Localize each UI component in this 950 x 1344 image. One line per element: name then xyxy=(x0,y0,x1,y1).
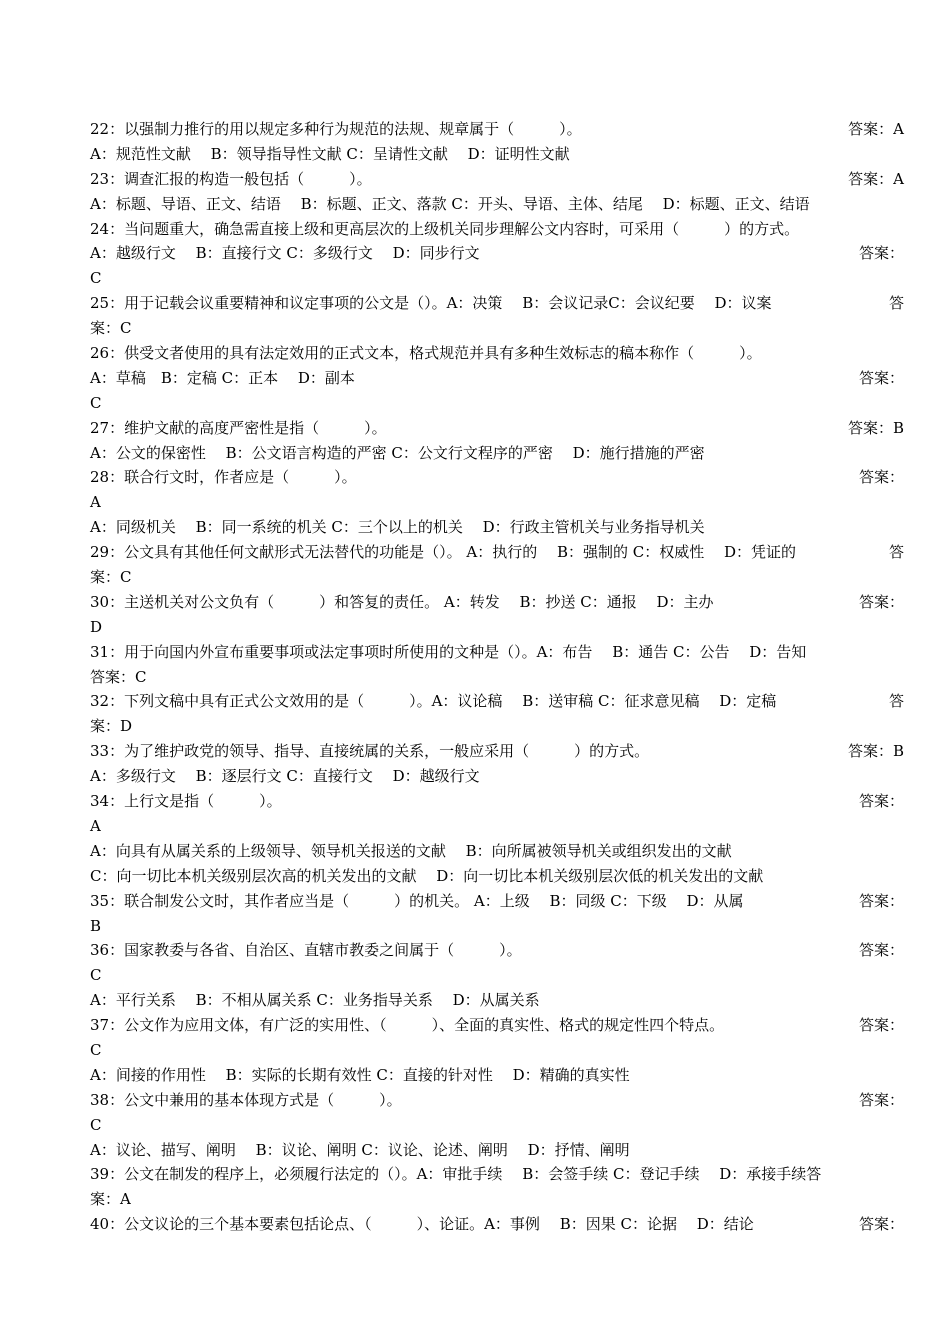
text-line: A：公文的保密性 B：公文语言构造的严密 C：公文行文程序的严密 D：施行措施的严密 xyxy=(90,443,705,462)
answer-label: 答案： xyxy=(858,592,904,611)
question-text: 23：调查汇报的构造一般包括（ ）。 xyxy=(90,169,372,188)
text-line: A：间接的作用性 B：实际的长期有效性 C：直接的针对性 D：精确的真实性 xyxy=(90,1065,630,1084)
question-line xyxy=(90,117,904,142)
question-line xyxy=(90,739,904,764)
text-line: C xyxy=(90,966,102,985)
question-line xyxy=(90,1088,904,1113)
text-line: C xyxy=(90,1040,102,1059)
question-line xyxy=(90,465,904,490)
text-line: C xyxy=(90,269,102,288)
text-line: 26：供受文者使用的具有法定效用的正式文本，格式规范并具有多种生效标志的稿本称作（ ）。 xyxy=(90,344,762,363)
text-line: B xyxy=(90,916,102,935)
text-line: 案：A xyxy=(90,1190,131,1209)
text-line: A：多级行文 B：逐层行文 C：直接行文 D：越级行文 xyxy=(90,767,480,786)
question-text: 37：公文作为应用文体，有广泛的实用性、（ ）、全面的真实性、格式的规定性四个特点。 xyxy=(90,1016,725,1035)
question-text: 31：用于向国内外宣布重要事项或法定事项时所使用的文种是（）。A：布告 B：通告 C：公告 D：告知 xyxy=(90,642,807,661)
text-line: C xyxy=(90,393,102,412)
question-text: 22：以强制力推行的用以规定多种行为规范的法规、规章属于（ ）。 xyxy=(90,120,582,138)
question-line xyxy=(90,366,904,391)
answer-label: 答案： xyxy=(858,1016,904,1035)
question-line xyxy=(90,1212,904,1237)
answer-label: 答 xyxy=(888,543,904,562)
question-line xyxy=(90,590,904,615)
question-text: 34：上行文是指（ ）。 xyxy=(90,792,282,811)
text-line: 案：D xyxy=(90,717,133,736)
text-line: C xyxy=(90,1115,102,1134)
text-line: A：规范性文献 B：领导指导性文献 C：呈请性文献 D：证明性文献 xyxy=(90,144,570,163)
question-text: A：越级行文 B：直接行文 C：多级行文 D：同步行文 xyxy=(90,244,480,263)
question-text: 30：主送机关对公文负有（ ）和答复的责任。 A：转发 B：抄送 C：通报 D：主办 xyxy=(90,592,714,611)
answer-label: 答案： xyxy=(858,941,904,960)
answer-label: 答案：B xyxy=(847,742,904,761)
text-line: A：议论、描写、阐明 B：议论、阐明 C：议论、论述、阐明 D：抒情、阐明 xyxy=(90,1140,630,1159)
answer-label: 答案： xyxy=(858,1215,904,1234)
answer-label: 答案： xyxy=(858,468,904,487)
question-text: 40：公文议论的三个基本要素包括论点、（ ）、论证。A：事例 B：因果 C：论据 D：结论 xyxy=(90,1215,754,1234)
question-text: 38：公文中兼用的基本体现方式是（ ）。 xyxy=(90,1090,402,1109)
text-line: 24：当问题重大，确急需直接上级和更高层次的上级机关同步理解公文内容时，可采用（ ）的方式。 xyxy=(90,219,800,238)
question-text: 25：用于记载会议重要精神和议定事项的公文是（）。A：决策 B：会议记录C：会议纪要 D：议案 xyxy=(90,294,772,313)
answer-label: 答 xyxy=(888,294,904,313)
answer-label: 答案：A xyxy=(848,169,904,188)
answer-label: 答 xyxy=(888,692,904,711)
answer-label: 答案： xyxy=(858,244,904,263)
text-line: A xyxy=(90,493,101,512)
question-text: 33：为了维护政党的领导、指导、直接统属的关系，一般应采用（ ）的方式。 xyxy=(90,742,650,761)
question-text: 35：联合制发公文时，其作者应当是（ ）的机关。 A：上级 B：同级 C：下级 D：从属 xyxy=(90,891,744,910)
question-line xyxy=(90,789,904,814)
text-line: 案：C xyxy=(90,568,132,587)
answer-label: 答案： xyxy=(858,1090,904,1109)
question-text: 39：公文在制发的程序上，必须履行法定的（）。A：审批手续 B：会签手续 C：登记手续 D：承接手续答 xyxy=(90,1165,822,1184)
text-line: 答案：C xyxy=(90,667,147,686)
question-line xyxy=(90,291,904,316)
answer-label: 答案： xyxy=(858,368,904,387)
answer-label: 答案：A xyxy=(848,120,904,138)
answer-label: 答案： xyxy=(858,891,904,910)
text-line: A：同级机关 B：同一系统的机关 C：三个以上的机关 D：行政主管机关与业务指导机关 xyxy=(90,518,705,537)
text-line: D xyxy=(90,617,103,636)
question-text: 28：联合行文时，作者应是（ ）。 xyxy=(90,468,357,487)
question-line xyxy=(90,1013,904,1038)
text-line: A：向具有从属关系的上级领导、领导机关报送的文献 B：向所属被领导机关或组织发出的文献 xyxy=(90,841,732,860)
question-line xyxy=(90,689,904,714)
question-line xyxy=(90,167,904,192)
question-line xyxy=(90,540,904,565)
question-line xyxy=(90,416,904,441)
answer-label: 答案： xyxy=(858,792,904,811)
document-body xyxy=(90,117,904,1237)
question-line xyxy=(90,889,904,914)
question-text: 27：维护文献的高度严密性是指（ ）。 xyxy=(90,418,387,437)
question-line xyxy=(90,640,904,665)
answer-label: 答案：B xyxy=(847,418,904,437)
text-line: A：标题、导语、正文、结语 B：标题、正文、落款 C：开头、导语、主体、结尾 D：标题、正文、结语 xyxy=(90,194,810,213)
text-line: C：向一切比本机关级别层次高的机关发出的文献 D：向一切比本机关级别层次低的机关发出的文献 xyxy=(90,866,764,885)
question-text: 32：下列文稿中具有正式公文效用的是（ ）。A：议论稿 B：送审稿 C：征求意见稿 D：定稿 xyxy=(90,692,777,711)
text-line: A xyxy=(90,816,101,835)
question-line xyxy=(90,1162,904,1187)
text-line: A：平行关系 B：不相从属关系 C：业务指导关系 D：从属关系 xyxy=(90,991,540,1010)
question-text: 29：公文具有其他任何文献形式无法替代的功能是（）。 A：执行的 B：强制的 C：权威性 D：凭证的 xyxy=(90,543,797,562)
text-line: 案：C xyxy=(90,319,132,338)
question-text: A：草稿 B：定稿 C：正本 D：副本 xyxy=(90,368,355,387)
question-line xyxy=(90,241,904,266)
question-line xyxy=(90,938,904,963)
question-text: 36：国家教委与各省、自治区、直辖市教委之间属于（ ）。 xyxy=(90,941,522,960)
